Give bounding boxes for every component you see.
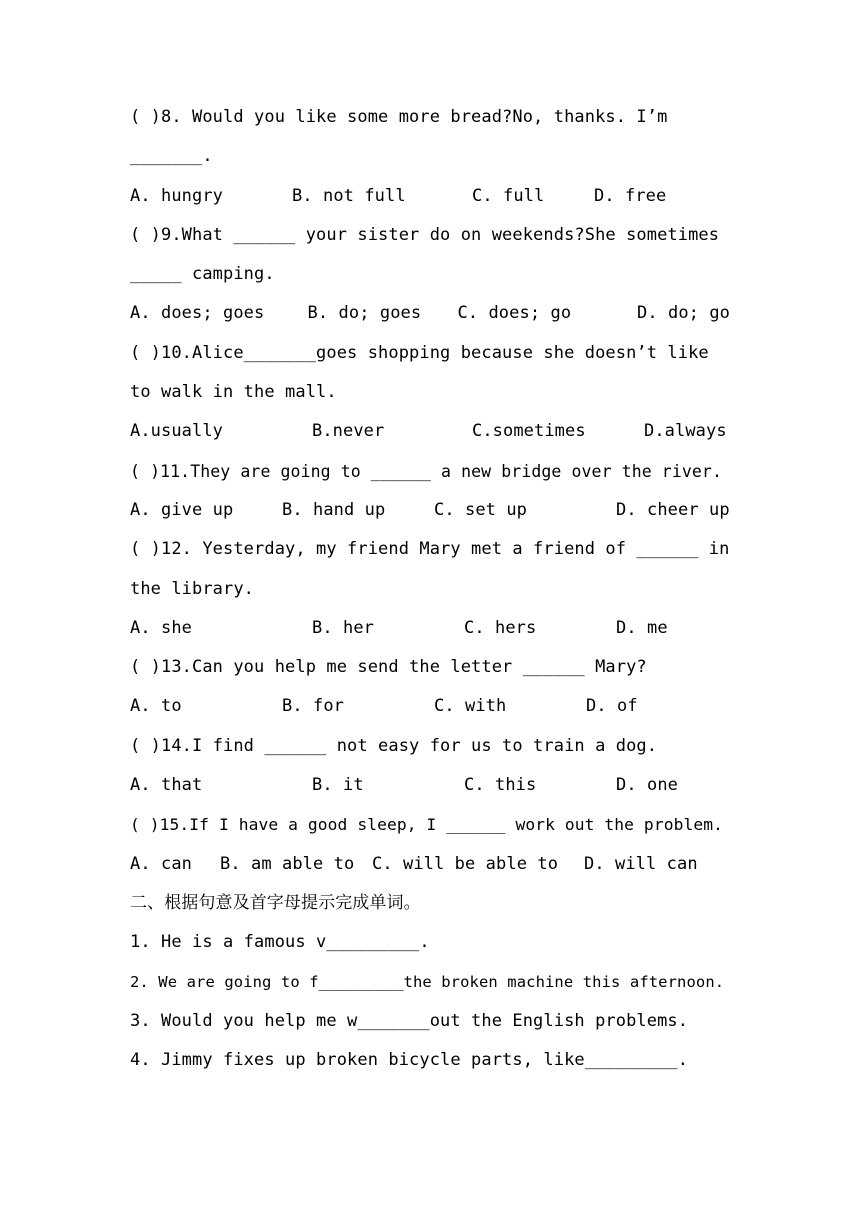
worksheet-page — [130, 98, 730, 1080]
question-12-continuation: the library. — [130, 578, 255, 599]
question-9-continuation: _____ camping. — [130, 264, 275, 285]
option-d: D. me — [616, 617, 668, 638]
question-15-options — [130, 845, 730, 884]
option-b: B. not full — [292, 185, 406, 206]
option-d: D. free — [594, 185, 667, 206]
option-b: B. it — [312, 775, 364, 796]
option-b: B.never — [312, 421, 385, 442]
option-c: C. set up — [434, 499, 528, 520]
option-a: A. she — [130, 617, 193, 638]
question-8-options — [130, 177, 730, 216]
option-c: C. with — [434, 696, 507, 717]
option-b: B. for — [282, 696, 345, 717]
option-a: A. give up — [130, 499, 234, 520]
option-d: D. one — [616, 775, 679, 796]
question-13-options — [130, 687, 730, 726]
question-8-continuation: _______. — [130, 146, 213, 167]
question-10-options — [130, 412, 730, 451]
option-a: A. that — [130, 775, 203, 796]
question-14: ( )14.I find ______ not easy for us to train a dog. — [130, 735, 658, 756]
fill-item-1: 1. He is a famous v_________. — [130, 932, 430, 953]
option-d: D. of — [586, 696, 638, 717]
option-a: A.usually — [130, 421, 224, 442]
fill-item-4: 4. Jimmy fixes up broken bicycle parts, like_________. — [130, 1050, 689, 1071]
option-b: B. am able to — [220, 853, 355, 874]
question-10: ( )10.Alice_______goes shopping because she doesn’t like — [130, 342, 709, 363]
fill-item-2: 2. We are going to f_________the broken machine this afternoon. — [130, 972, 725, 991]
option-c: C. will be able to — [372, 853, 559, 874]
question-9: ( )9.What ______ your sister do on weekends?She sometimes — [130, 224, 720, 245]
option-d: D. do; go — [636, 303, 730, 324]
option-a: A. can — [130, 853, 193, 874]
option-d: D.always — [644, 421, 727, 442]
question-8: ( )8. Would you like some more bread?No, thanks. I’m — [130, 107, 668, 127]
question-13: ( )13.Can you help me send the letter ______ Mary? — [130, 657, 647, 678]
question-10-continuation: to walk in the mall. — [130, 382, 337, 403]
section-two-heading: 二、根据句意及首字母提示完成单词。 — [130, 892, 421, 913]
option-a: A. hungry — [130, 185, 224, 206]
question-9-options — [130, 294, 730, 333]
question-15: ( )15.If I have a good sleep, I ______ work out the problem. — [130, 815, 723, 835]
question-12: ( )12. Yesterday, my friend Mary met a friend of ______ in — [130, 539, 730, 560]
question-14-options — [130, 766, 730, 805]
option-c: C.sometimes — [472, 421, 586, 442]
option-d: D. cheer up — [616, 499, 730, 520]
question-12-options — [130, 609, 730, 648]
option-c: C. this — [464, 775, 537, 796]
option-c: C. full — [472, 185, 545, 206]
option-c: C. does; go — [457, 303, 572, 324]
option-c: C. hers — [464, 617, 537, 638]
option-b: B. her — [312, 617, 375, 638]
question-11: ( )11.They are going to ______ a new bridge over the river. — [130, 461, 722, 481]
option-a: A. does; goes — [130, 303, 265, 324]
fill-item-3: 3. Would you help me w_______out the English problems. — [130, 1010, 689, 1031]
question-11-options — [130, 491, 730, 530]
option-b: B. hand up — [282, 499, 386, 520]
option-a: A. to — [130, 696, 182, 717]
option-b: B. do; goes — [307, 303, 422, 324]
option-d: D. will can — [584, 853, 698, 874]
